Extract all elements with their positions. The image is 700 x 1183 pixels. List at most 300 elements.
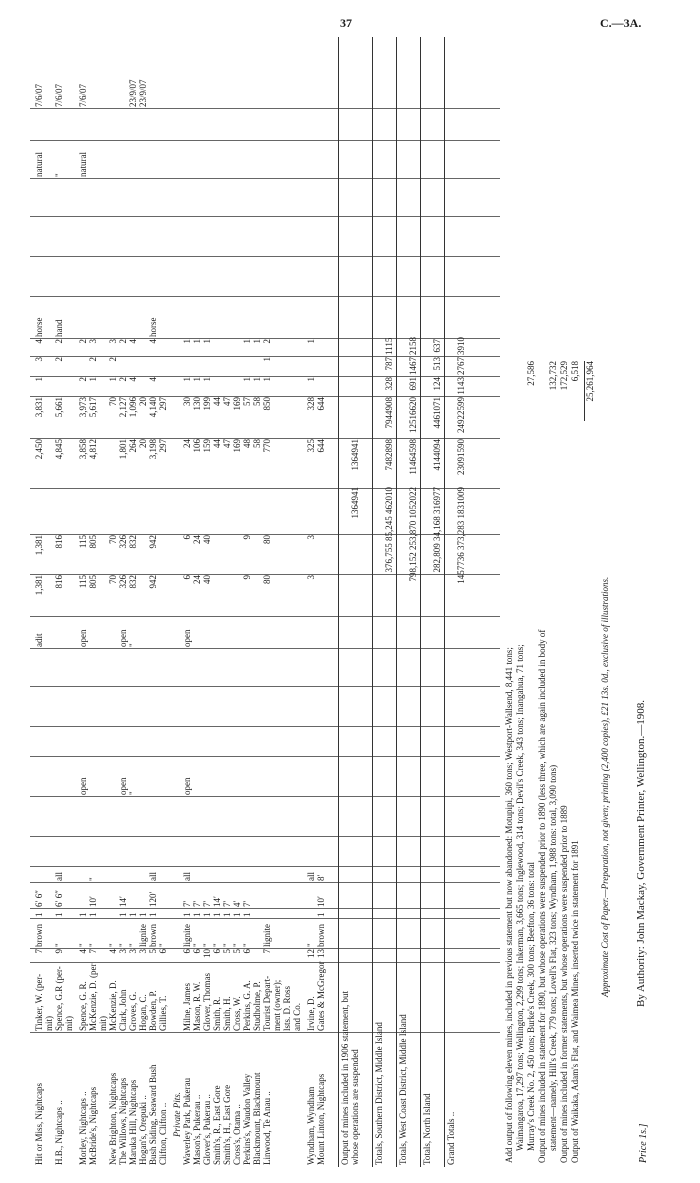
table-cell-name: Maruka Hill, Nightcaps [128,1079,138,1165]
table-cell-seam [78,883,88,907]
table-cell-meth [192,759,202,795]
table-cell-v2 [232,535,242,573]
table-cell-v5: 1,096 [128,397,138,418]
table-cell-v3 [282,489,292,533]
table-cell-v6: 1 [108,377,118,382]
table-cell-owner: McKenzie, D. [108,980,118,1031]
table-cell-meth [108,759,118,795]
table-cell-date [158,67,168,107]
table-cell-v3 [222,489,232,533]
table-cell-v5: 47 [222,397,232,406]
table-cell-v1: 1,381 [34,575,44,596]
table-cell-seam: 6′ 6″ [54,890,64,907]
table-cell-meth [212,759,222,795]
table-cell-date [148,67,158,107]
table-cell-a: 1 [222,912,232,917]
totals-value-v6: 328 [384,377,394,391]
table-cell-a: 1 [34,912,44,917]
table-cell-mot: horse [34,317,44,337]
table-cell-mot [292,307,302,337]
table-cell-v6 [232,377,242,395]
table-cell-idx: 3 [138,949,148,954]
table-cell-acc [232,617,242,647]
table-cell-c1 [108,867,118,881]
table-cell-v4: 159 [202,439,212,453]
table-cell-v2: 6 [182,535,192,540]
table-cell-v7 [192,357,202,375]
table-cell-a: 1 [202,912,212,917]
table-cell-date [272,67,282,107]
table-cell-name [98,1033,108,1165]
table-cell-v1: 115 [78,575,88,589]
table-cell-date: 7/6/07 [54,83,64,107]
table-cell-v7 [272,357,282,375]
table-cell-v8: 2 [78,339,88,344]
totals-value-v7: 787 [384,357,394,371]
table-row [172,37,182,1167]
table-cell-date: 23/9/07 [128,79,138,107]
table-cell-v5: 30 [182,397,192,406]
table-cell-v6 [54,377,64,395]
table-row [316,37,326,1167]
table-cell-v8 [64,339,74,355]
table-cell-owner: Bowden, P. [148,990,158,1031]
page-number: 37 [340,16,352,30]
table-cell-name: Morley, Nightcaps .. [78,1091,88,1165]
table-cell-c1 [128,867,138,881]
table-cell-v8 [138,339,148,355]
table-cell-idx: 12 [306,949,316,958]
table-cell-v4: 770 [262,439,272,453]
table-cell-v2 [252,535,262,573]
table-cell-idx: 7 [262,949,272,954]
table-cell-meth [242,759,252,795]
table-cell-vent [242,143,252,177]
table-cell-name: The Willows, Nightcaps [118,1077,128,1165]
table-cell-c1 [158,867,168,881]
table-cell-v5: 850 [262,397,272,411]
totals-value-v7: 1467 [408,357,418,375]
table-cell-c1: all [54,872,64,881]
table-cell-idx: 6 [242,949,252,954]
totals-rule [372,37,373,1167]
table-cell-mot: hand [54,319,64,337]
table-cell-seam: 7′ [192,900,202,907]
table-cell-v7 [222,357,232,375]
table-cell-idx [252,949,262,961]
table-cell-acc [192,617,202,647]
table-cell-mot [282,307,292,337]
table-cell-v7 [138,357,148,375]
table-cell-date [192,67,202,107]
table-cell-name: Mount Linton, Nightcaps [316,1073,326,1165]
note-value: 172,529 [559,361,569,391]
table-cell-v7 [212,357,222,375]
table-cell-idx: 4 [108,949,118,954]
table-cell-v5: 58 [252,397,262,406]
table-cell-c1 [282,867,292,881]
table-cell-v3 [64,489,74,533]
table-cell-mot [98,307,108,337]
table-cell-v6: 1 [34,377,44,382]
table-cell-vent [148,143,158,177]
table-cell-a: 1 [316,912,326,917]
table-cell-v7 [118,357,128,375]
table-cell-date [222,67,232,107]
table-cell-v1: 832 [128,575,138,589]
table-cell-c1 [172,867,182,881]
table-cell-owner: Irvine, D. [306,996,316,1031]
table-row [212,37,222,1167]
table-cell-v7: 1 [262,357,272,362]
table-cell-name: Wyndham, Wyndham [306,1086,316,1165]
table-cell-meth [282,759,292,795]
table-cell-v6 [138,377,148,395]
table-cell-name: Cross's, Otama .. [232,1104,242,1165]
table-cell-a: 1 [148,912,158,917]
price-label: Price 1s.] [638,1123,649,1163]
table-cell-kind: " [212,943,222,947]
note-value: 132,732 [548,361,558,391]
table-cell-v4: 58 [252,439,262,448]
table-cell-a [64,909,74,917]
table-cell-v6: 1 [242,377,252,382]
table-cell-v4 [292,439,302,487]
table-cell-v7 [282,357,292,375]
table-cell-acc: adit [34,633,44,647]
table-cell-v7 [98,357,108,375]
table-cell-v8 [158,339,168,355]
table-cell-v3 [252,489,262,533]
table-cell-v5 [272,397,282,437]
table-cell-v4: 4,812 [88,439,98,460]
table-cell-v2 [316,535,326,573]
table-cell-v3 [158,489,168,533]
table-cell-a: 1 [118,912,128,917]
table-cell-v1: 9 [242,575,252,580]
table-cell-v2 [292,535,302,573]
table-cell-v3 [292,489,302,533]
table-cell-v8: 2 [118,339,128,344]
table-cell-kind: brown [34,924,44,947]
table-cell-v4: 4,845 [54,439,64,460]
table-cell-seam [272,883,282,907]
totals-label: Totals, Southern District, Middle Island [374,1022,384,1165]
table-cell-v8 [44,339,54,355]
table-cell-idx [282,949,292,961]
table-cell-v4: 2,450 [34,439,44,460]
table-cell-v6 [292,377,302,395]
table-cell-seam: 14′ [212,896,222,907]
table-cell-v3 [98,489,108,533]
table-cell-meth [64,759,74,795]
totals-value-v4: 11464598 [408,439,418,475]
table-cell-v6: 4 [148,377,158,382]
table-cell-idx: 5 [232,949,242,954]
table-cell-owner: mit) [98,1016,108,1031]
table-cell-v3 [128,489,138,533]
table-cell-acc: open [182,629,192,647]
table-cell-v3 [262,489,272,533]
table-cell-v8: 2 [54,339,64,344]
table-cell-acc [272,617,282,647]
table-cell-a: 1 [182,912,192,917]
table-cell-v6 [158,377,168,395]
table-cell-v6 [282,377,292,395]
table-cell-v4: 325 [306,439,316,453]
table-cell-v1: 24 [192,575,202,584]
table-cell-name: Linwood, Te Anau .. [262,1091,272,1165]
totals-label: Totals, North Island [422,1093,432,1165]
totals-value-v5: 4461071 [432,397,442,429]
table-cell-acc [212,617,222,647]
table-cell-c1 [262,867,272,881]
table-cell-v3 [212,489,222,533]
table-cell-v4 [64,439,74,487]
table-row [78,37,88,1167]
table-cell-v4: 48 [242,439,252,448]
table-cell-date [212,67,222,107]
table-cell-v4: 264 [128,439,138,453]
notes-section [500,37,670,1167]
totals-value-v6: 1143 [456,377,466,395]
table-cell-v4 [272,439,282,487]
table-cell-v5: 3,831 [34,397,44,418]
table-cell-idx [44,949,54,961]
table-cell-v1 [158,575,168,615]
table-cell-date [172,67,182,107]
totals-value-v4: 7482898 [384,439,394,471]
table-cell-v2 [44,535,54,573]
totals-value-v4: 1364941 [350,439,360,471]
table-cell-date: 7/6/07 [34,83,44,107]
table-row [192,37,202,1167]
table-cell-kind [98,919,108,947]
table-cell-v7 [148,357,158,375]
table-row [64,37,74,1167]
table-cell-v6 [44,377,54,395]
table-cell-v2 [282,535,292,573]
table-cell-acc [158,617,168,647]
table-cell-v8: 1 [306,339,316,344]
table-cell-v4 [44,439,54,487]
table-cell-name: Smith's, R., East Gore [212,1085,222,1165]
table-cell-idx: 6 [158,949,168,954]
table-cell-v7: 2 [108,357,118,362]
table-cell-vent [306,143,316,177]
table-cell-owner: Groves, G. [128,991,138,1031]
table-cell-name: Mason's, Pukerau .. [192,1094,202,1165]
table-cell-v3 [182,489,192,533]
table-cell-a [98,909,108,917]
table-cell-idx [64,949,74,961]
table-cell-date [282,67,292,107]
table-row [44,37,54,1167]
table-cell-idx: 4 [78,949,88,954]
table-cell-name: Waverley Park, Pukerau [182,1078,192,1165]
table-cell-v6 [272,377,282,395]
table-cell-acc [148,617,158,647]
table-cell-v4 [108,439,118,487]
table-cell-v1 [64,575,74,615]
table-cell-date [262,67,272,107]
table-cell-v1: 6 [182,575,192,580]
table-cell-mot [306,307,316,337]
table-cell-v7 [158,357,168,375]
table-cell-mot [242,307,252,337]
table-cell-v1 [222,575,232,615]
table-cell-idx: 6 [182,949,192,954]
table-cell-c1 [34,867,44,881]
table-row [222,37,232,1167]
table-cell-v5 [172,397,182,437]
table-row [252,37,262,1167]
table-row [148,37,158,1167]
table-cell-owner: Spence, G. R. [78,981,88,1031]
table-cell-v2: 326 [118,535,128,549]
table-cell-idx: 5 [222,949,232,954]
table-cell-meth: open [78,777,88,795]
table-cell-v7 [202,357,212,375]
rotated-table-page [30,37,670,1167]
table-cell-acc [88,617,98,647]
table-cell-seam: 120′ [148,891,158,907]
table-cell-date [242,67,252,107]
table-cell-v4: 169 [232,439,242,453]
table-cell-vent [88,143,98,177]
table-cell-v6 [222,377,232,395]
table-cell-v4: 644 [316,439,326,453]
table-cell-v2 [172,535,182,573]
table-cell-v2 [212,535,222,573]
table-cell-acc [252,617,262,647]
table-cell-v5: 199 [202,397,212,411]
table-cell-kind: lignite [182,924,192,947]
table-cell-meth [306,759,316,795]
table-cell-acc [282,617,292,647]
table-cell-seam: 10′ [316,896,326,907]
table-cell-acc [138,617,148,647]
table-cell-seam [282,883,292,907]
note-line: Add output of following eleven mines, included in previous statement but now abandoned: Motupipi, 360 tons; Westport-Wallsend, 8,441 tons; [504,647,514,1163]
table-cell-v7 [64,357,74,375]
table-cell-idx: 10 [202,949,212,958]
table-cell-acc [44,617,54,647]
table-cell-acc [98,617,108,647]
table-cell-v6: 1 [306,377,316,382]
table-cell-kind: lignite [262,924,272,947]
table-cell-v5: 5,661 [54,397,64,418]
table-cell-name: Perkins's, Waudon Valley [242,1073,252,1165]
table-cell-v1 [232,575,242,615]
totals-label: Output of mines included in 1906 statement, but whose operations are suspended [340,991,360,1165]
table-cell-mot [232,307,242,337]
table-cell-name: H.B., Nightcaps .. [54,1100,64,1165]
table-cell-v5 [292,397,302,437]
table-cell-meth [292,759,302,795]
table-cell-meth: open [118,777,128,795]
table-cell-c1 [252,867,262,881]
table-cell-v1: 80 [262,575,272,584]
table-cell-v6: 1 [202,377,212,382]
totals-value-v5: 7944908 [384,397,394,429]
table-cell-meth [88,759,98,795]
table-cell-name: Glover's, Pukerau .. [202,1094,212,1165]
private-pits-subheading: Private Pits. [172,1092,182,1137]
table-cell-seam [252,883,262,907]
table-cell-v1: 816 [54,575,64,589]
table-cell-v6: 1 [252,377,262,382]
table-cell-idx [272,949,282,961]
table-cell-seam: 7′ [222,900,232,907]
table-cell-mot [172,307,182,337]
table-row [54,37,64,1167]
table-cell-v5: 2,127 [118,397,128,418]
table-cell-owner: Milne, James [182,983,192,1031]
table-cell-v2 [272,535,282,573]
table-cell-owner [172,961,182,1031]
table-row [182,37,192,1167]
table-cell-v1 [282,575,292,615]
table-row [88,37,98,1167]
table-cell-a [272,909,282,917]
table-cell-date [182,67,192,107]
table-cell-owner: lsts. D. Ross [282,985,292,1031]
table-cell-idx: 13 [316,949,326,958]
table-cell-v6: 2 [78,377,88,382]
table-cell-meth [202,759,212,795]
table-cell-v8 [98,339,108,355]
totals-value-v5: 12516620 [408,397,418,433]
table-cell-v6: 4 [128,377,138,382]
table-cell-vent [252,143,262,177]
table-cell-seam [158,883,168,907]
table-cell-meth [158,759,168,795]
table-cell-kind: lignite [138,924,148,947]
table-cell-name: Blackmount, Blackmount [252,1072,262,1165]
table-cell-v3 [242,489,252,533]
table-cell-c1: all [182,872,192,881]
table-cell-v6: 1 [192,377,202,382]
table-cell-meth: open [182,777,192,795]
totals-value-v8: 2158 [408,337,418,355]
table-cell-meth: " [128,791,138,795]
totals-rule [338,37,339,1167]
table-cell-kind [252,919,262,947]
totals-value-v6: 691 [408,377,418,391]
table-cell-name: Clifton, Clifton .. [158,1102,168,1165]
table-cell-date [292,67,302,107]
table-cell-v2: 832 [128,535,138,549]
table-cell-meth [148,759,158,795]
table-cell-v8 [272,339,282,355]
table-cell-date [252,67,262,107]
table-cell-c1: " [88,877,98,881]
note-line: Output of mines included in statement for 1890, but whose operations were suspended prior to 1890 (less three, which are again included in body of [537,629,547,1163]
table-cell-mot [212,307,222,337]
table-cell-acc: open [118,629,128,647]
table-cell-v3 [78,489,88,533]
table-row [282,37,292,1167]
table-cell-name: Hit or Miss, Nightcaps [34,1083,44,1165]
table-cell-kind: " [222,943,232,947]
table-cell-v6 [316,377,326,395]
table-cell-owner: Glover, Thomas [202,973,212,1031]
table-cell-v6: 1 [182,377,192,382]
table-cell-v5: 44 [212,397,222,406]
table-cell-v2: 3 [306,535,316,540]
note-line: Output of Waikaka, Adam's Flat, and Waimea Mines, inserted twice in statement for 1891 [570,840,580,1163]
